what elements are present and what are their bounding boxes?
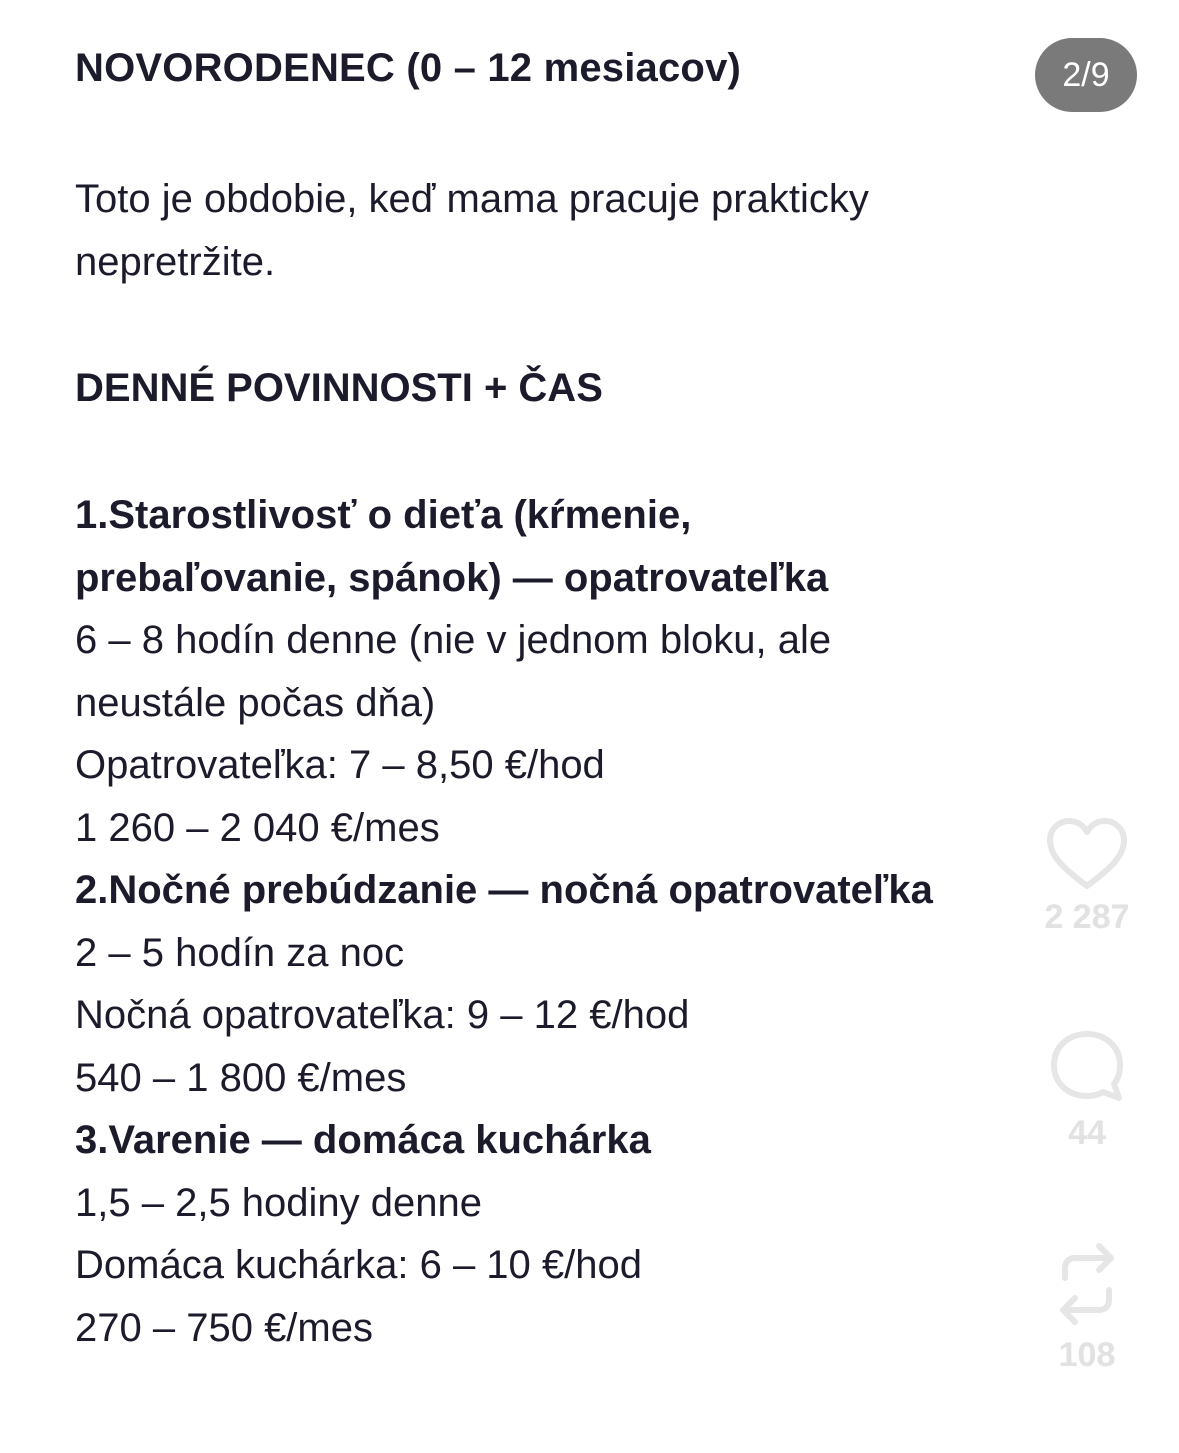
repost-count: 108	[1058, 1336, 1116, 1374]
comment-count: 44	[1068, 1114, 1106, 1152]
page-title: NOVORODENEC (0 – 12 mesiacov)	[75, 46, 742, 90]
repost-button[interactable]	[1030, 1238, 1144, 1375]
page-counter-badge	[1035, 38, 1137, 112]
duty-heading: 3.Varenie — domáca kuchárka	[75, 1118, 651, 1162]
comment-bubble-icon	[1047, 1028, 1127, 1108]
heart-icon	[1045, 816, 1129, 892]
duty-rate: Nočná opatrovateľka: 9 – 12 €/hod	[75, 993, 690, 1037]
duty-time: 6 – 8 hodín denne (nie v jednom bloku, ale	[75, 618, 832, 662]
like-button[interactable]	[1030, 816, 1144, 937]
page-counter-label: 2/9	[1062, 55, 1110, 94]
duty-monthly-cost: 540 – 1 800 €/mes	[75, 1055, 407, 1100]
duty-rate: Domáca kuchárka: 6 – 10 €/hod	[75, 1243, 643, 1287]
repost-icon	[1049, 1238, 1125, 1330]
duty-heading: prebaľovanie, spánok) — opatrovateľka	[75, 555, 829, 600]
duty-monthly-cost: 1 260 – 2 040 €/mes	[75, 805, 440, 850]
duty-heading: 2.Nočné prebúdzanie — nočná opatrovateľka	[75, 868, 933, 912]
duty-time: neustále počas dňa)	[75, 680, 436, 725]
comment-button[interactable]	[1030, 1028, 1144, 1153]
duty-item	[75, 859, 1135, 1109]
duty-item	[75, 484, 1135, 859]
duty-heading: 1.Starostlivosť o dieťa (kŕmenie,	[75, 493, 692, 537]
section-title: DENNÉ POVINNOSTI + ČAS	[75, 366, 603, 410]
duty-item	[75, 1109, 1135, 1359]
duties-list	[75, 484, 1135, 1359]
intro-text: Toto je obdobie, keď mama pracuje prakticky nepretržite.	[75, 177, 869, 284]
like-count: 2 287	[1044, 898, 1130, 936]
duty-time: 2 – 5 hodín za noc	[75, 930, 405, 975]
duty-time: 1,5 – 2,5 hodiny denne	[75, 1180, 483, 1225]
duty-rate: Opatrovateľka: 7 – 8,50 €/hod	[75, 743, 605, 787]
duty-monthly-cost: 270 – 750 €/mes	[75, 1305, 373, 1350]
